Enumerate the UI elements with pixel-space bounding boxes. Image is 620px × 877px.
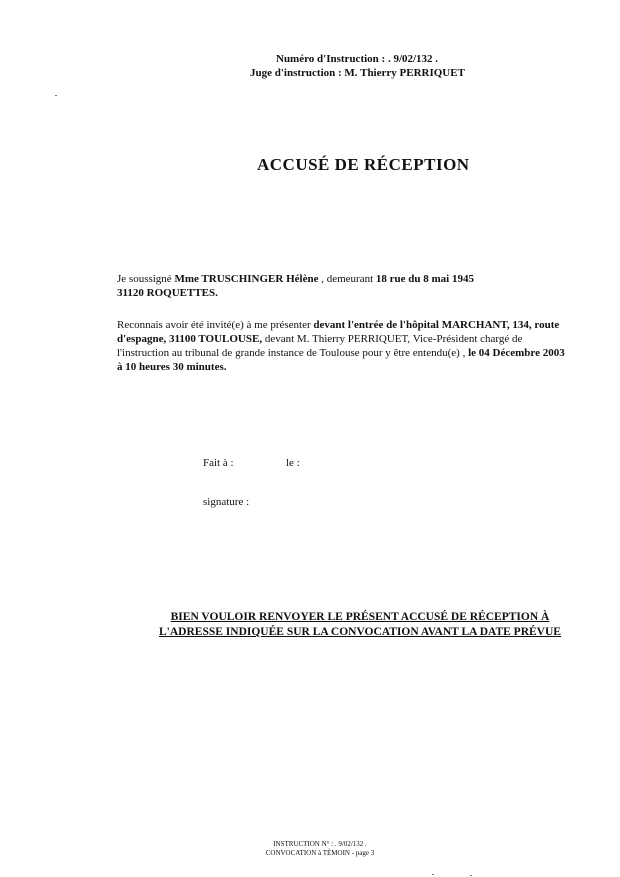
page-footer <box>250 840 390 858</box>
scan-speck <box>55 95 57 96</box>
footer-page-label: CONVOCATION à TÉMOIN - page 3 <box>265 849 375 857</box>
witness-address-city: 31120 ROQUETTES. <box>117 287 218 299</box>
witness-address-street: 18 rue du 8 mai 1945 <box>375 273 474 285</box>
meeting-time: à 10 heures 30 minutes. <box>117 361 227 373</box>
witness-name: Mme TRUSCHINGER Hélène <box>174 273 319 285</box>
instruction-number: Numéro d'Instruction : . 9/02/132 . <box>276 53 439 65</box>
signature-label: signature : <box>203 496 250 508</box>
document-title: ACCUSÉ DE RÉCEPTION <box>257 155 470 174</box>
meeting-location: devant l'entrée de l'hôpital MARCHANT, 134, route <box>313 319 560 331</box>
scan-speck <box>470 875 472 876</box>
declaration-line-1: Je soussigné Mme TRUSCHINGER Hélène , demeurant 18 rue du 8 mai 1945 <box>117 273 474 285</box>
date-label: le : <box>286 457 300 469</box>
meeting-location-city: d'espagne, 31100 TOULOUSE, <box>117 333 263 345</box>
meeting-date: le 04 Décembre 2003 <box>468 347 565 359</box>
return-instruction-line-2: L'ADRESSE INDIQUÉE SUR LA CONVOCATION AVANT LA DATE PRÉVUE <box>159 626 561 638</box>
return-instruction <box>130 610 590 640</box>
return-instruction-line-1: BIEN VOULOIR RENVOYER LE PRÉSENT ACCUSÉ DE RÉCEPTION À <box>170 611 550 623</box>
invitation-line-3: l'instruction au tribunal de grande instance de Toulouse pour y être entendu(e) , le 04 Décembre 2003 <box>117 347 565 359</box>
investigating-judge: Juge d'instruction : M. Thierry PERRIQUET <box>250 67 465 79</box>
fait-a-label: Fait à : <box>203 457 234 469</box>
scan-speck <box>432 874 434 875</box>
footer-instruction-number: INSTRUCTION N° : . 9/02/132 . <box>273 840 367 848</box>
invitation-line-1: Reconnais avoir été invité(e) à me présenter devant l'entrée de l'hôpital MARCHANT, 134, route <box>117 319 560 331</box>
invitation-line-2: d'espagne, 31100 TOULOUSE, devant M. Thierry PERRIQUET, Vice-Président chargé de <box>117 333 523 345</box>
